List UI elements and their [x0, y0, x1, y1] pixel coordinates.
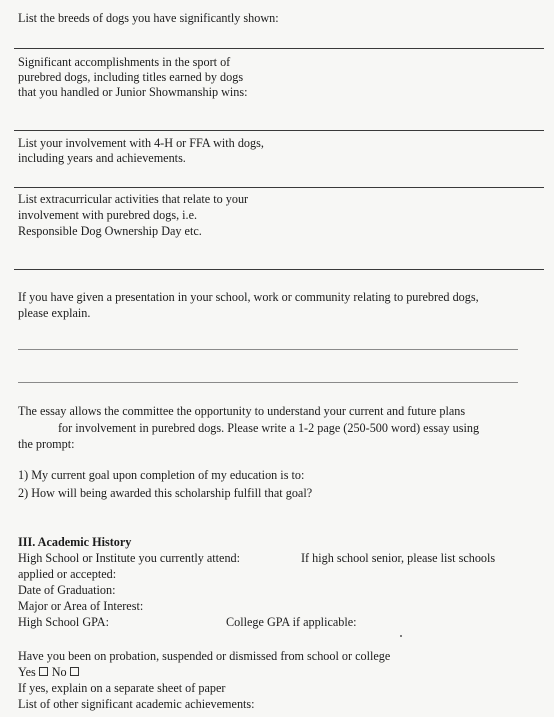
accomplishments-answer-line[interactable] [14, 130, 544, 131]
presentation-answer-line-2[interactable] [18, 382, 518, 383]
scan-speck [400, 635, 402, 637]
accomplishments-prompt-line3: that you handled or Junior Showmanship wins: [18, 85, 248, 99]
extracurricular-answer-line[interactable] [14, 269, 544, 270]
accomplishments-prompt-line2: purebred dogs, including titles earned by dogs [18, 70, 244, 84]
presentation-answer-line-1[interactable] [18, 349, 518, 350]
essay-instructions-line3: the prompt: [18, 437, 75, 451]
involvement-4h-prompt-line1: List your involvement with 4-H or FFA with dogs, [18, 136, 264, 150]
major-label: Major or Area of Interest: [18, 599, 144, 613]
yes-checkbox[interactable] [39, 667, 48, 676]
academic-history-heading: III. Academic History [18, 535, 132, 549]
yes-label: Yes [18, 665, 36, 679]
essay-instructions-line2: for involvement in purebred dogs. Please write a 1-2 page (250-500 word) essay using [58, 421, 480, 435]
essay-instructions-line1: The essay allows the committee the opportunity to understand your current and future plans [18, 404, 466, 418]
presentation-prompt-line2: please explain. [18, 306, 91, 320]
no-label: No [51, 665, 67, 679]
explain-instruction: If yes, explain on a separate sheet of paper [18, 681, 226, 695]
involvement-4h-answer-line[interactable] [14, 187, 544, 188]
current-school-label: High School or Institute you currently attend: [18, 551, 241, 565]
involvement-4h-prompt-line2: including years and achievements. [18, 151, 186, 165]
accomplishments-prompt-line1: Significant accomplishments in the sport of [18, 55, 231, 69]
breeds-prompt: List the breeds of dogs you have significantly shown: [18, 11, 279, 25]
presentation-prompt-line1: If you have given a presentation in your school, work or community relating to purebred dogs, [18, 290, 479, 304]
senior-schools-label-line1: If high school senior, please list schools [301, 551, 496, 565]
no-checkbox[interactable] [70, 667, 79, 676]
essay-question-2: 2) How will being awarded this scholarship fulfill that goal? [18, 486, 313, 500]
other-achievements-label: List of other significant academic achievements: [18, 697, 255, 711]
breeds-answer-line[interactable] [14, 48, 544, 49]
probation-options [18, 664, 83, 680]
essay-question-1: 1) My current goal upon completion of my education is to: [18, 468, 305, 482]
college-gpa-label: College GPA if applicable: [226, 615, 357, 629]
extracurricular-prompt-line1: List extracurricular activities that relate to your [18, 192, 249, 206]
high-school-gpa-label: High School GPA: [18, 615, 109, 629]
extracurricular-prompt-line3: Responsible Dog Ownership Day etc. [18, 224, 202, 238]
senior-schools-label-line2: applied or accepted: [18, 567, 117, 581]
extracurricular-prompt-line2: involvement with purebred dogs, i.e. [18, 208, 198, 222]
graduation-date-label: Date of Graduation: [18, 583, 116, 597]
probation-question: Have you been on probation, suspended or dismissed from school or college [18, 649, 391, 663]
